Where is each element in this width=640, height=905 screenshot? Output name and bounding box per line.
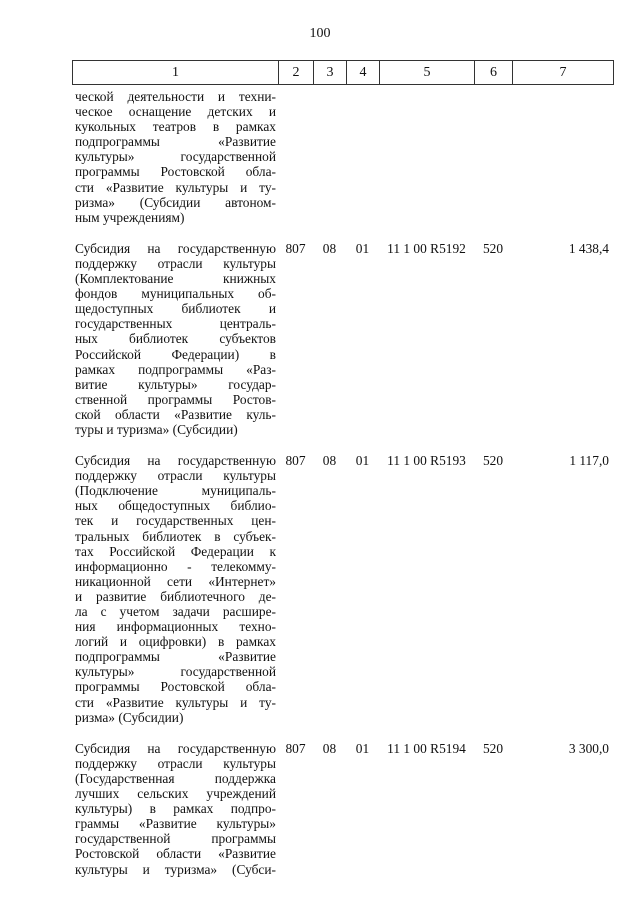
description-line: культуры) в рамках подпро- [75, 801, 276, 817]
amount: 3 300,0 [568, 740, 609, 756]
description-line: тральных библиотек в субъек- [75, 528, 276, 544]
description-line: поддержку отрасли культуры [75, 755, 276, 771]
description-line: щедоступных библиотек и [75, 301, 276, 317]
subsection-code: 01 [355, 240, 370, 256]
table-row [72, 453, 613, 725]
description-line: Субсидия на государственную [75, 453, 276, 469]
section-code: 08 [322, 240, 337, 256]
ministry-code: 807 [285, 453, 306, 469]
description-line: культуры и туризма» (Субси- [75, 861, 276, 877]
column-header-2: 2 [279, 61, 314, 85]
column-header-table [72, 60, 614, 85]
ministry-code: 807 [285, 740, 306, 756]
description-line: никационной сети «Интернет» [75, 573, 276, 589]
expense-type-code: 520 [482, 453, 504, 469]
description-line: тек и государственных цен- [75, 513, 276, 529]
description-line: культуры» государственной [75, 149, 276, 165]
description-line: поддержку отрасли культуры [75, 468, 276, 484]
description-line: сти «Развитие культуры и ту- [75, 179, 276, 195]
description-line: тах Российской Федерации к [75, 543, 276, 559]
table-row [72, 741, 613, 877]
description-line: (Подключение муниципаль- [75, 483, 276, 499]
description-line: программы Ростовской обла- [75, 164, 276, 180]
page-number: 100 [309, 26, 331, 41]
table-row [72, 241, 613, 437]
description-line: ческое оснащение детских и [75, 104, 276, 120]
description-line: подпрограммы «Развитие [75, 134, 276, 150]
expense-type-code: 520 [482, 240, 504, 256]
column-header-1: 1 [73, 61, 279, 85]
column-header-4: 4 [347, 61, 380, 85]
subsection-code: 01 [355, 740, 370, 756]
description-line: ческой деятельности и техни- [75, 89, 276, 104]
description-line: лучших сельских учреждений [75, 786, 276, 802]
description-line: программы Ростовской обла- [75, 679, 276, 695]
ministry-code: 807 [285, 240, 306, 256]
target-article-code: 11 1 00 R5194 [387, 740, 466, 756]
description-line: фондов муниципальных об- [75, 286, 276, 302]
description-line: граммы «Развитие культуры» [75, 816, 276, 832]
description-line: ла с учетом задачи расшире- [75, 604, 276, 619]
description-line: логий и оцифровки) в рамках [75, 634, 276, 650]
column-header-7: 7 [513, 61, 614, 85]
description-line: и развитие библиотечного де- [75, 588, 276, 604]
section-code: 08 [322, 453, 337, 469]
amount: 1 117,0 [569, 453, 609, 469]
description-line: кукольных театров в рамках [75, 119, 276, 135]
amount: 1 438,4 [568, 240, 609, 256]
description-line: Субсидия на государственную [75, 740, 276, 756]
description-line: ных общедоступных библио- [75, 498, 276, 514]
description-line: ризма» (Субсидии автоном- [75, 194, 276, 210]
column-header-6: 6 [475, 61, 513, 85]
table-body [72, 89, 613, 877]
description-line: туры и туризма» (Субсидии) [75, 421, 238, 437]
description-line: (Комплектование книжных [75, 271, 276, 287]
column-header-5: 5 [380, 61, 475, 85]
table-row [72, 89, 613, 225]
description-line: рамках подпрограммы «Раз- [75, 361, 276, 377]
row-description [72, 741, 276, 877]
description-line: информационно - телекомму- [75, 558, 276, 574]
target-article-code: 11 1 00 R5192 [387, 240, 466, 256]
description-line: витие культуры» государ- [75, 376, 276, 392]
subsection-code: 01 [355, 453, 370, 469]
description-line: ных библиотек субъектов [75, 331, 276, 347]
description-line: культуры» государственной [75, 664, 276, 680]
description-line: государственной программы [75, 831, 276, 847]
column-header-row [73, 61, 614, 85]
description-line: Ростовской области «Развитие [75, 846, 276, 862]
row-description [72, 241, 276, 437]
description-line: ризма» (Субсидии) [75, 709, 184, 725]
row-description [72, 89, 276, 225]
description-line: Субсидия на государственную [75, 240, 276, 256]
description-line: (Государственная поддержка [75, 770, 276, 786]
description-line: государственных централь- [75, 316, 276, 332]
description-line: Российской Федерации) в [75, 346, 276, 362]
description-line: подпрограммы «Развитие [75, 649, 276, 665]
description-line: ным учреждениям) [75, 209, 185, 225]
column-header-3: 3 [314, 61, 347, 85]
description-line: ской области «Развитие куль- [75, 406, 276, 422]
description-line: сти «Развитие культуры и ту- [75, 694, 276, 710]
expense-type-code: 520 [482, 740, 504, 756]
description-line: ния информационных техно- [75, 619, 276, 635]
description-line: поддержку отрасли культуры [75, 255, 276, 271]
section-code: 08 [322, 740, 337, 756]
target-article-code: 11 1 00 R5193 [387, 453, 466, 469]
description-line: ственной программы Ростов- [75, 391, 276, 407]
row-description [72, 453, 276, 725]
